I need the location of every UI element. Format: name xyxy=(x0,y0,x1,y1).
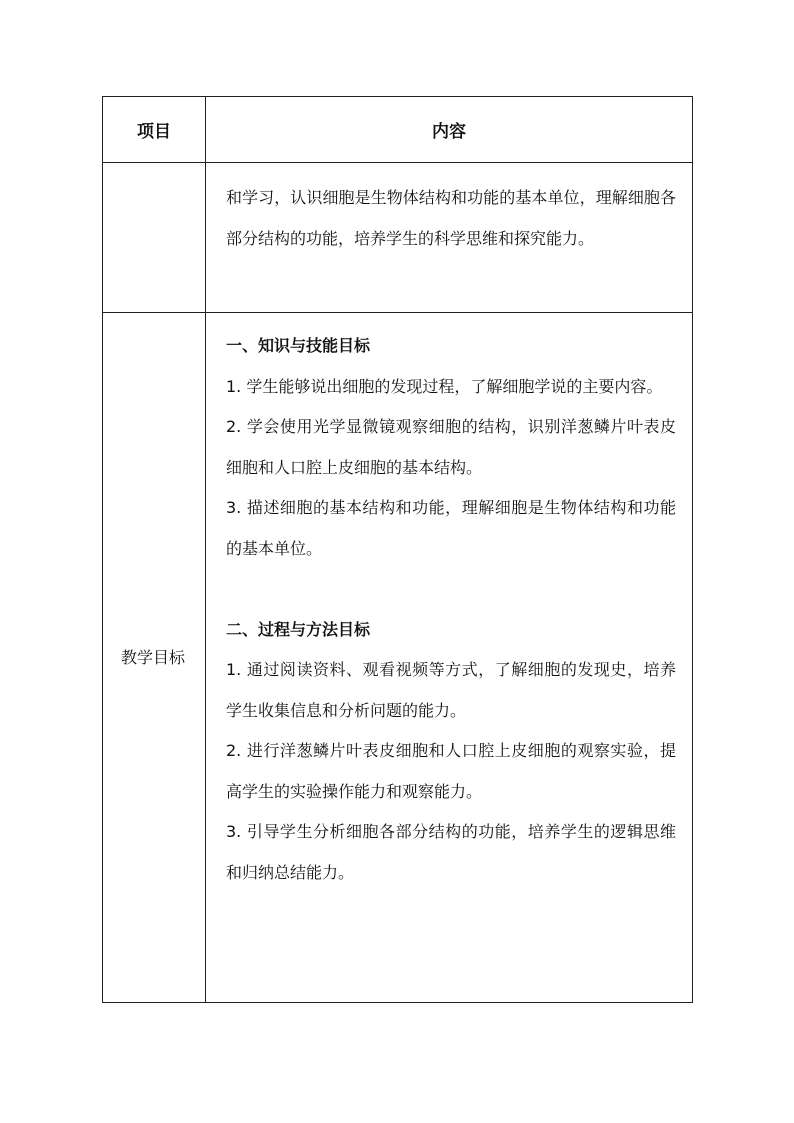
content-cell xyxy=(206,163,693,313)
item-cell-objectives xyxy=(103,313,206,1003)
objective-item: 2. 进行洋葱鳞片叶表皮细胞和人口腔上皮细胞的观察实验，提高学生的实验操作能力和观察能力。 xyxy=(226,741,676,801)
continuation-text: 和学习，认识细胞是生物体结构和功能的基本单位，理解细胞各部分结构的功能，培养学生的科学思维和探究能力。 xyxy=(226,188,676,248)
header-item-cell: 项目 xyxy=(103,97,206,163)
table-header-row xyxy=(103,97,693,163)
objective-item: 3. 描述细胞的基本结构和功能，理解细胞是生物体结构和功能的基本单位。 xyxy=(226,498,676,558)
objective-item: 1. 通过阅读资料、观看视频等方式，了解细胞的发现史，培养学生收集信息和分析问题的能力。 xyxy=(226,660,676,720)
objective-item: 2. 学会使用光学显微镜观察细胞的结构，识别洋葱鳞片叶表皮细胞和人口腔上皮细胞的基本结构。 xyxy=(226,417,676,477)
item-label-objectives: 教学目标 xyxy=(121,648,186,667)
header-content-cell: 内容 xyxy=(206,97,693,163)
item-cell-empty xyxy=(103,163,206,313)
lesson-plan-table xyxy=(102,96,693,1003)
section-heading-knowledge: 一、知识与技能目标 xyxy=(226,336,371,355)
objective-item: 1. 学生能够说出细胞的发现过程，了解细胞学说的主要内容。 xyxy=(226,376,663,396)
objective-item: 3. 引导学生分析细胞各部分结构的功能，培养学生的逻辑思维和归纳总结能力。 xyxy=(226,822,676,882)
content-cell-objectives xyxy=(206,313,693,1003)
table-row xyxy=(103,163,693,313)
section-heading-process: 二、过程与方法目标 xyxy=(226,619,371,639)
table-row xyxy=(103,313,693,1003)
objectives-content xyxy=(206,313,692,893)
section-spacer xyxy=(226,569,676,610)
